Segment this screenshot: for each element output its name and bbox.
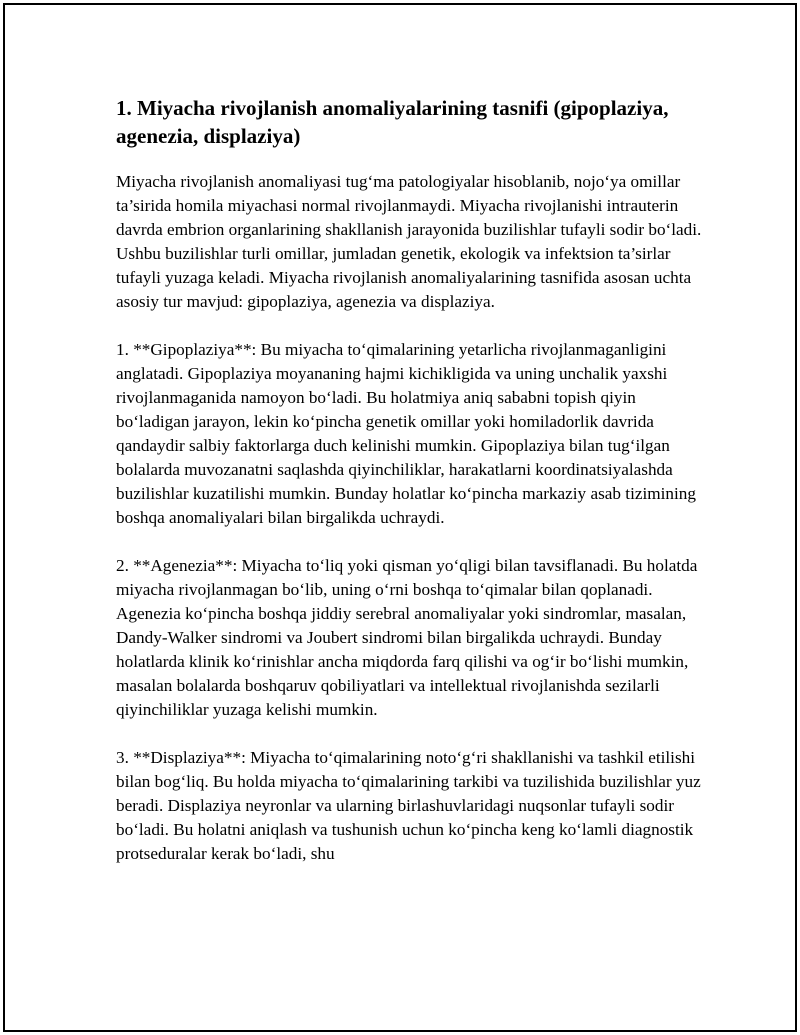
paragraph-displaziya: 3. **Displaziya**: Miyacha to‘qimalarining noto‘g‘ri shakllanishi va tashkil etilishi bilan bog‘liq. Bu holda miyacha to‘qimalarining tarkibi va tuzilishida buzilishlar yuz beradi. Displaziya neyronlar va ularning birlashuvlaridagi nuqsonlar tufayli sodir bo‘ladi. Bu holatni aniqlash va tushunish uchun ko‘pincha keng ko‘lamli diagnostik protseduralar kerak bo‘ladi, shu bbox=[116, 748, 701, 863]
paragraph-gipoplaziya: 1. **Gipoplaziya**: Bu miyacha to‘qimalarining yetarlicha rivojlanmaganligini anglatadi. Gipoplaziya moyananing hajmi kichikligida va uning unchalik yaxshi rivojlanmaganida namoyon bo‘ladi. Bu holatmiya aniq sababni topish qiyin bo‘ladigan jarayon, lekin ko‘pincha genetik omillar yoki homiladorlik davrida qandaydir salbiy faktorlarga duch kelinishi mumkin. Gipoplaziya bilan tug‘ilgan bolalarda muvozanatni saqlashda qiyinchiliklar, harakatlarni koordinatsiyalashda buzilishlar kuzatilishi mumkin. Bunday holatlar ko‘pincha markaziy asab tizimining boshqa anomaliyalari bilan birgalikda uchraydi. bbox=[116, 340, 696, 527]
intro-paragraph: Miyacha rivojlanish anomaliyasi tug‘ma patologiyalar hisoblanib, nojo‘ya omillar ta’sirida homila miyachasi normal rivojlanmaydi. Miyacha rivojlanishi intrauterin davrda embrion organlarining shakllanish jarayonida buzilishlar tufayli sodir bo‘ladi. Ushbu buzilishlar turli omillar, jumladan genetik, ekologik va infektsion ta’sirlar tufayli yuzaga keladi. Miyacha rivojlanish anomaliyalarining tasnifida asosan uchta asosiy tur mavjud: gipoplaziya, agenezia va displaziya. bbox=[116, 172, 702, 311]
section-title: 1. Miyacha rivojlanish anomaliyalarining tasnifi (gipoplaziya, agenezia, displaziya) bbox=[116, 96, 669, 148]
paragraph-agenezia: 2. **Agenezia**: Miyacha to‘liq yoki qisman yo‘qligi bilan tavsiflanadi. Bu holatda miyacha rivojlanmagan bo‘lib, uning o‘rni boshqa to‘qimalar bilan qoplanadi. Agenezia ko‘pincha boshqa jiddiy serebral anomaliyalar yoki sindromlar, masalan, Dandy-Walker sindromi va Joubert sindromi bilan birgalikda uchraydi. Bunday holatlarda klinik ko‘rinishlar ancha miqdorda farq qilishi va og‘ir bo‘lishi mumkin, masalan bolalarda boshqaruv qobiliyatlari va intellektual rivojlanishda sezilarli qiyinchiliklar yuzaga kelishi mumkin. bbox=[116, 556, 698, 719]
document-body bbox=[116, 94, 706, 866]
